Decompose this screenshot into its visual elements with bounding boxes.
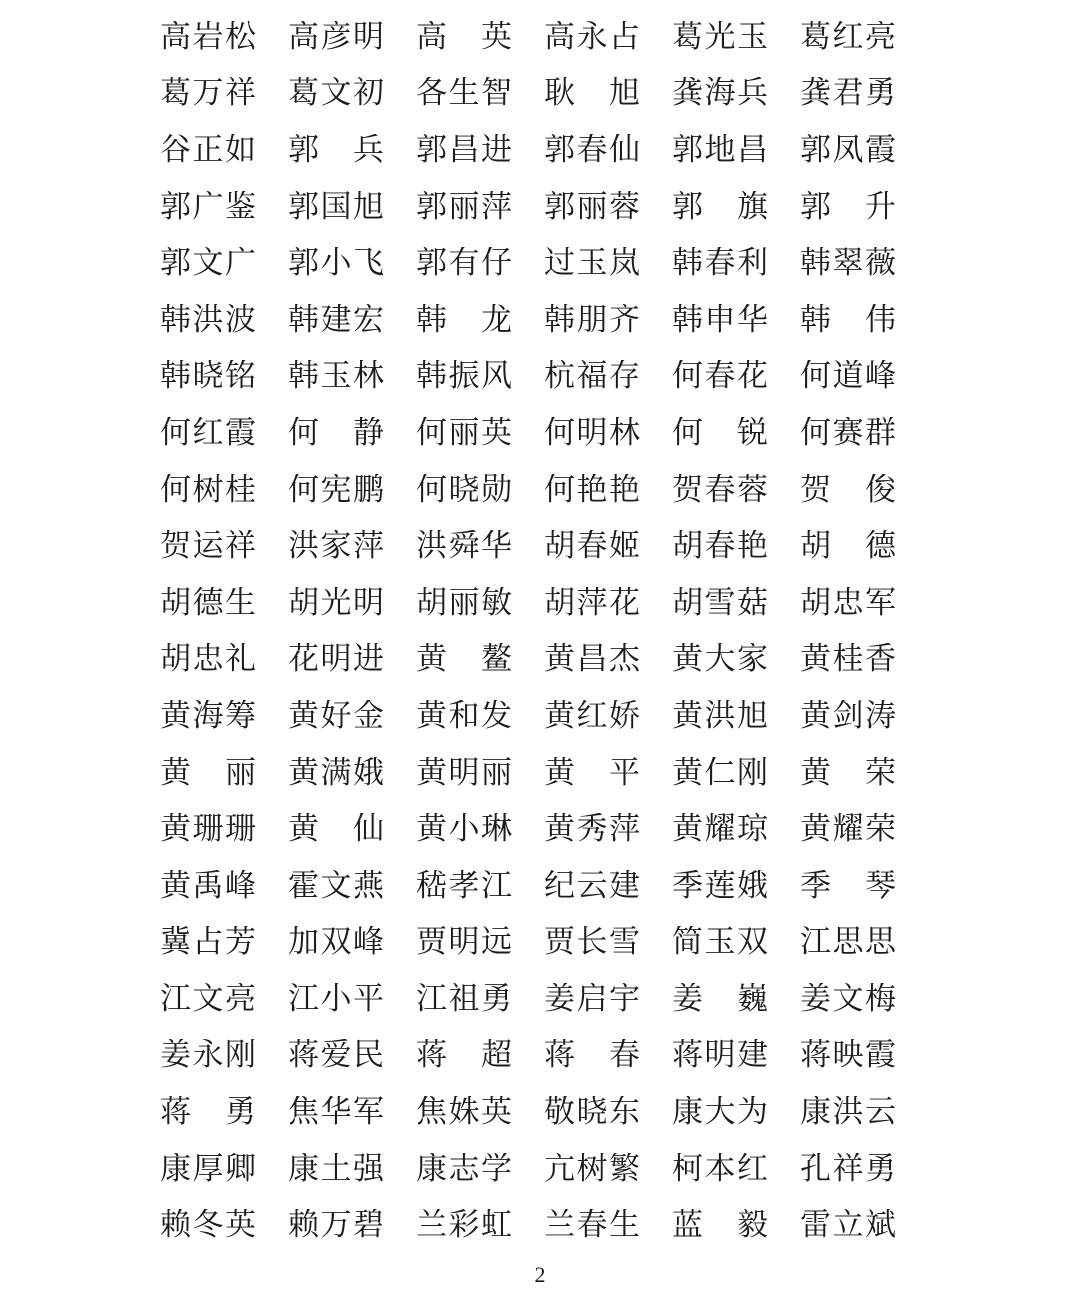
name-cell: 冀占芳 xyxy=(160,926,256,958)
name-cell: 何道峰 xyxy=(800,360,896,392)
name-cell: 季莲娥 xyxy=(672,869,768,901)
name-cell: 何宪鹏 xyxy=(288,473,384,505)
name-cell: 洪舜华 xyxy=(416,530,512,562)
name-row xyxy=(160,631,896,688)
name-row xyxy=(160,404,896,461)
name-cell: 黄昌杰 xyxy=(544,643,640,675)
name-cell: 韩 伟 xyxy=(800,303,896,335)
name-cell: 韩申华 xyxy=(672,303,768,335)
name-row xyxy=(160,1140,896,1197)
name-cell: 龚海兵 xyxy=(672,77,768,109)
name-cell: 郭丽蓉 xyxy=(544,190,640,222)
name-row xyxy=(160,857,896,914)
name-grid xyxy=(160,8,896,1253)
name-row xyxy=(160,800,896,857)
name-cell: 何丽英 xyxy=(416,416,512,448)
name-cell: 蒋 超 xyxy=(416,1039,512,1071)
name-cell: 黄剑涛 xyxy=(800,699,896,731)
name-cell: 胡德生 xyxy=(160,586,256,618)
name-cell: 孔祥勇 xyxy=(800,1152,896,1184)
name-cell: 何晓勋 xyxy=(416,473,512,505)
name-cell: 黄明丽 xyxy=(416,756,512,788)
name-cell: 葛万祥 xyxy=(160,77,256,109)
name-cell: 黄好金 xyxy=(288,699,384,731)
name-cell: 蒋 勇 xyxy=(160,1096,256,1128)
name-cell: 郭昌进 xyxy=(416,133,512,165)
name-cell: 何明林 xyxy=(544,416,640,448)
name-cell: 蒋明建 xyxy=(672,1039,768,1071)
name-cell: 亢树繁 xyxy=(544,1152,640,1184)
name-row xyxy=(160,65,896,122)
name-cell: 葛文初 xyxy=(288,77,384,109)
name-cell: 黄仁刚 xyxy=(672,756,768,788)
name-cell: 黄秀萍 xyxy=(544,813,640,845)
name-cell: 黄满娥 xyxy=(288,756,384,788)
name-cell: 贾明远 xyxy=(416,926,512,958)
name-row xyxy=(160,1196,896,1253)
name-cell: 胡萍花 xyxy=(544,586,640,618)
name-cell: 葛红亮 xyxy=(800,20,896,52)
name-cell: 韩振风 xyxy=(416,360,512,392)
name-cell: 黄大家 xyxy=(672,643,768,675)
name-cell: 过玉岚 xyxy=(544,247,640,279)
name-cell: 郭丽萍 xyxy=(416,190,512,222)
name-cell: 何春花 xyxy=(672,360,768,392)
name-cell: 黄禹峰 xyxy=(160,869,256,901)
name-cell: 高 英 xyxy=(416,20,512,52)
name-row xyxy=(160,121,896,178)
name-cell: 黄耀荣 xyxy=(800,813,896,845)
name-cell: 简玉双 xyxy=(672,926,768,958)
name-cell: 胡春艳 xyxy=(672,530,768,562)
name-cell: 黄洪旭 xyxy=(672,699,768,731)
name-cell: 黄和发 xyxy=(416,699,512,731)
name-cell: 康土强 xyxy=(288,1152,384,1184)
name-cell: 韩洪波 xyxy=(160,303,256,335)
name-row xyxy=(160,687,896,744)
name-cell: 黄 平 xyxy=(544,756,640,788)
name-row xyxy=(160,1083,896,1140)
name-row xyxy=(160,291,896,348)
name-cell: 胡雪菇 xyxy=(672,586,768,618)
name-cell: 季 琴 xyxy=(800,869,896,901)
name-cell: 何 静 xyxy=(288,416,384,448)
name-cell: 蒋爱民 xyxy=(288,1039,384,1071)
name-cell: 何赛群 xyxy=(800,416,896,448)
name-cell: 郭 升 xyxy=(800,190,896,222)
name-cell: 郭 兵 xyxy=(288,133,384,165)
name-cell: 郭凤霞 xyxy=(800,133,896,165)
name-cell: 江思思 xyxy=(800,926,896,958)
name-cell: 姜文梅 xyxy=(800,982,896,1014)
name-cell: 黄耀琼 xyxy=(672,813,768,845)
name-cell: 黄 仙 xyxy=(288,813,384,845)
name-row xyxy=(160,914,896,971)
name-cell: 加双峰 xyxy=(288,926,384,958)
name-cell: 黄小琳 xyxy=(416,813,512,845)
name-cell: 韩玉林 xyxy=(288,360,384,392)
name-row xyxy=(160,461,896,518)
name-cell: 高彦明 xyxy=(288,20,384,52)
name-cell: 赖冬英 xyxy=(160,1209,256,1241)
name-cell: 高岩松 xyxy=(160,20,256,52)
name-row xyxy=(160,744,896,801)
name-cell: 姜永刚 xyxy=(160,1039,256,1071)
name-cell: 黄 荣 xyxy=(800,756,896,788)
name-cell: 郭春仙 xyxy=(544,133,640,165)
name-cell: 康志学 xyxy=(416,1152,512,1184)
name-row xyxy=(160,1027,896,1084)
name-row xyxy=(160,348,896,405)
name-cell: 姜启宇 xyxy=(544,982,640,1014)
name-cell: 焦华军 xyxy=(288,1096,384,1128)
name-row xyxy=(160,8,896,65)
name-cell: 赖万碧 xyxy=(288,1209,384,1241)
name-row xyxy=(160,970,896,1027)
name-cell: 郭广鉴 xyxy=(160,190,256,222)
name-cell: 龚君勇 xyxy=(800,77,896,109)
name-cell: 康厚卿 xyxy=(160,1152,256,1184)
name-cell: 何红霞 xyxy=(160,416,256,448)
name-cell: 黄 丽 xyxy=(160,756,256,788)
name-cell: 韩晓铭 xyxy=(160,360,256,392)
name-cell: 韩 龙 xyxy=(416,303,512,335)
page-number: 2 xyxy=(534,1262,546,1287)
name-cell: 花明进 xyxy=(288,643,384,675)
name-cell: 耿 旭 xyxy=(544,77,640,109)
name-cell: 敬晓东 xyxy=(544,1096,640,1128)
name-cell: 嵇孝江 xyxy=(416,869,512,901)
name-cell: 各生智 xyxy=(416,77,512,109)
name-cell: 贾长雪 xyxy=(544,926,640,958)
name-cell: 高永占 xyxy=(544,20,640,52)
name-cell: 康洪云 xyxy=(800,1096,896,1128)
name-cell: 郭地昌 xyxy=(672,133,768,165)
name-cell: 贺春蓉 xyxy=(672,473,768,505)
name-cell: 胡丽敏 xyxy=(416,586,512,618)
name-cell: 胡忠军 xyxy=(800,586,896,618)
name-cell: 黄海筹 xyxy=(160,699,256,731)
name-cell: 葛光玉 xyxy=(672,20,768,52)
name-cell: 霍文燕 xyxy=(288,869,384,901)
name-cell: 韩朋齐 xyxy=(544,303,640,335)
name-cell: 郭小飞 xyxy=(288,247,384,279)
name-cell: 胡忠礼 xyxy=(160,643,256,675)
name-cell: 纪云建 xyxy=(544,869,640,901)
name-cell: 江文亮 xyxy=(160,982,256,1014)
name-cell: 兰彩虹 xyxy=(416,1209,512,1241)
name-row xyxy=(160,234,896,291)
name-cell: 贺 俊 xyxy=(800,473,896,505)
name-cell: 何 锐 xyxy=(672,416,768,448)
name-cell: 何艳艳 xyxy=(544,473,640,505)
name-cell: 洪家萍 xyxy=(288,530,384,562)
name-cell: 胡光明 xyxy=(288,586,384,618)
name-cell: 黄珊珊 xyxy=(160,813,256,845)
name-row xyxy=(160,178,896,235)
name-cell: 胡春姬 xyxy=(544,530,640,562)
name-cell: 郭文广 xyxy=(160,247,256,279)
name-cell: 黄桂香 xyxy=(800,643,896,675)
name-cell: 韩春利 xyxy=(672,247,768,279)
name-cell: 姜 巍 xyxy=(672,982,768,1014)
name-cell: 贺运祥 xyxy=(160,530,256,562)
name-cell: 柯本红 xyxy=(672,1152,768,1184)
name-cell: 蒋映霞 xyxy=(800,1039,896,1071)
name-cell: 蒋 春 xyxy=(544,1039,640,1071)
name-cell: 何树桂 xyxy=(160,473,256,505)
name-cell: 黄 鳌 xyxy=(416,643,512,675)
name-cell: 谷正如 xyxy=(160,133,256,165)
name-cell: 黄红娇 xyxy=(544,699,640,731)
name-cell: 江祖勇 xyxy=(416,982,512,1014)
name-cell: 郭 旗 xyxy=(672,190,768,222)
name-cell: 江小平 xyxy=(288,982,384,1014)
name-cell: 雷立斌 xyxy=(800,1209,896,1241)
name-cell: 韩建宏 xyxy=(288,303,384,335)
name-cell: 韩翠薇 xyxy=(800,247,896,279)
name-cell: 焦姝英 xyxy=(416,1096,512,1128)
name-cell: 郭国旭 xyxy=(288,190,384,222)
name-row xyxy=(160,574,896,631)
name-cell: 蓝 毅 xyxy=(672,1209,768,1241)
name-cell: 郭有仔 xyxy=(416,247,512,279)
name-row xyxy=(160,517,896,574)
name-cell: 胡 德 xyxy=(800,530,896,562)
name-cell: 杭福存 xyxy=(544,360,640,392)
name-cell: 康大为 xyxy=(672,1096,768,1128)
name-cell: 兰春生 xyxy=(544,1209,640,1241)
